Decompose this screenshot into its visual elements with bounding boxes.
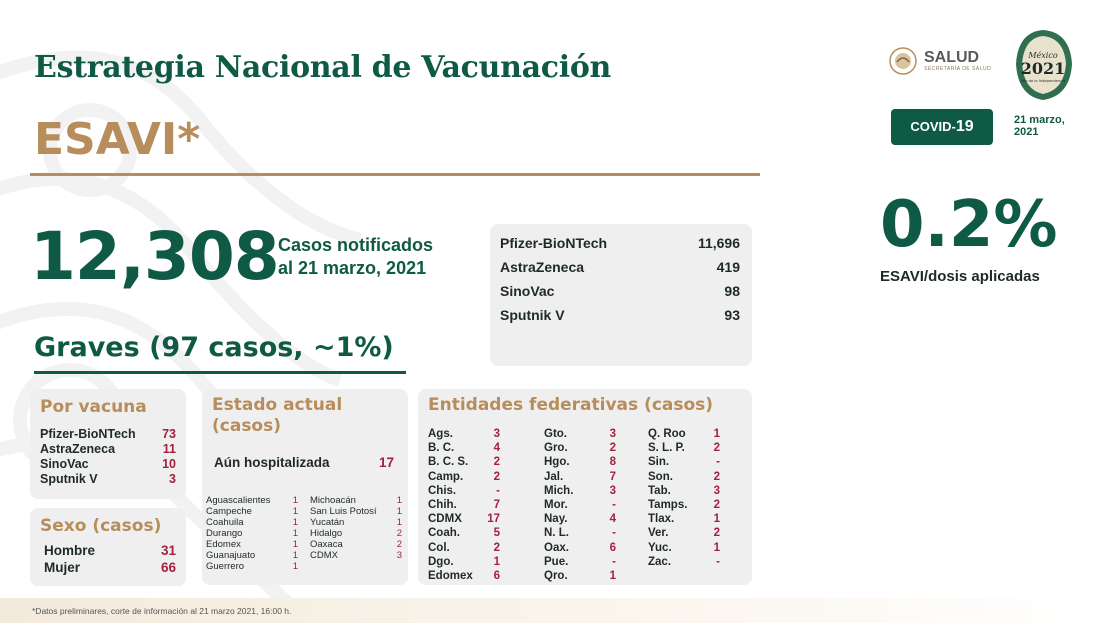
footer-note: *Datos preliminares, corte de información al 21 marzo 2021, 16:00 h. [32, 606, 292, 616]
list-item [40, 559, 176, 576]
item-name: Pue. [544, 555, 569, 568]
item-value: - [716, 555, 720, 568]
item-name: B. C. [428, 442, 455, 455]
list-item [500, 306, 740, 324]
item-name: Guanajuato [206, 550, 256, 561]
item-name: Q. Roo [648, 428, 686, 440]
item-value: 7 [493, 499, 500, 512]
item-value: 1 [292, 506, 298, 517]
esavi-heading: ESAVI* [34, 114, 201, 165]
list-item [206, 517, 298, 528]
item-value: 2 [396, 528, 402, 539]
item-name: Oax. [544, 541, 569, 554]
item-name: B. C. S. [428, 456, 469, 469]
list-item [544, 569, 616, 583]
list-item [544, 526, 616, 540]
item-name: Aguascalientes [206, 495, 271, 506]
list-item [544, 455, 616, 469]
esavi-percentage-label: ESAVI/dosis aplicadas [880, 268, 1040, 285]
item-value: 8 [609, 456, 616, 469]
hosp-value: 17 [378, 455, 394, 470]
item-value: - [496, 484, 500, 497]
cases-caption [278, 234, 433, 280]
estado-actual-panel [202, 389, 408, 585]
emblem-country: México [1028, 51, 1058, 60]
item-name: Tamps. [648, 499, 688, 512]
list-item [310, 517, 402, 528]
graves-heading: Graves (97 casos, ~1%) [34, 332, 394, 363]
item-name: Son. [648, 470, 673, 483]
list-item [648, 555, 720, 569]
item-name: Mich. [544, 484, 574, 497]
item-name: Coahuila [206, 517, 244, 528]
list-item [206, 550, 298, 561]
item-value: 1 [396, 506, 402, 517]
item-value: 73 [162, 427, 176, 441]
item-name: Jal. [544, 470, 564, 483]
item-value: 3 [169, 472, 176, 486]
page-title: Estrategia Nacional de Vacunación [34, 50, 612, 85]
item-value: 66 [160, 560, 176, 575]
vaccine-totals-panel [490, 224, 752, 366]
item-name: Yuc. [648, 541, 672, 554]
list-item [40, 442, 176, 457]
item-value: - [612, 499, 616, 512]
list-item [206, 495, 298, 506]
sexo-title: Sexo (casos) [40, 516, 162, 536]
list-item [648, 498, 720, 512]
report-date [1014, 114, 1065, 138]
item-value: 3 [609, 428, 616, 440]
list-item [648, 484, 720, 498]
item-name: CDMX [428, 513, 462, 526]
sexo-panel [30, 508, 186, 586]
eagle-seal-icon [888, 46, 918, 76]
list-item [428, 569, 500, 583]
item-name: Tlax. [648, 513, 675, 526]
item-name: Tab. [648, 484, 671, 497]
salud-sub-label: SECRETARÍA DE SALUD [924, 66, 992, 72]
list-item [310, 550, 402, 561]
estado-title-line2: (casos) [212, 416, 282, 436]
item-value: 3 [609, 484, 616, 497]
item-name: Col. [428, 541, 450, 554]
list-item [428, 484, 500, 498]
list-item [428, 526, 500, 540]
list-item [40, 427, 176, 442]
item-value: 1 [609, 570, 616, 583]
item-name: Zac. [648, 555, 672, 568]
covid-badge [891, 109, 993, 145]
item-value: 1 [713, 513, 720, 526]
hospitalizada-row [214, 455, 394, 470]
list-item [428, 470, 500, 484]
item-value: 1 [292, 517, 298, 528]
item-value: 1 [493, 555, 500, 568]
cases-caption-line2: al 21 marzo, 2021 [278, 258, 427, 278]
list-item [206, 539, 298, 550]
item-value: 2 [713, 527, 720, 540]
vaccine-value: 11,696 [697, 235, 740, 251]
estado-title-line1: Estado actual [212, 395, 343, 415]
emblem-year: 2021 [1020, 59, 1066, 78]
list-item [500, 234, 740, 252]
vaccine-value: 93 [724, 307, 740, 323]
item-value: 11 [162, 442, 176, 456]
item-name: Yucatán [310, 517, 345, 528]
entidades-col2 [544, 427, 616, 583]
item-name: SinoVac [40, 457, 89, 471]
item-value: 1 [292, 528, 298, 539]
item-name: N. L. [544, 527, 569, 540]
list-item [648, 526, 720, 540]
item-value: 2 [609, 442, 616, 455]
vaccine-name: Sputnik V [500, 307, 565, 323]
item-value: 1 [396, 517, 402, 528]
item-name: Sin. [648, 456, 670, 469]
item-value: 3 [713, 484, 720, 497]
item-value: 2 [493, 470, 500, 483]
item-name: Sputnik V [40, 472, 98, 486]
vaccine-value: 98 [724, 283, 740, 299]
estado-col1 [206, 495, 298, 572]
item-name: Mor. [544, 499, 568, 512]
item-name: AstraZeneca [40, 442, 116, 456]
list-item [310, 539, 402, 550]
list-item [310, 495, 402, 506]
list-item [428, 427, 500, 441]
item-value: 2 [396, 539, 402, 550]
item-name: Hombre [44, 543, 96, 558]
item-name: S. L. P. [648, 442, 685, 455]
esavi-percentage: 0.2% [880, 188, 1058, 262]
date-line2: 2021 [1014, 126, 1039, 138]
covid-number: 19 [955, 118, 974, 135]
list-item [648, 455, 720, 469]
list-item [544, 555, 616, 569]
entidades-title: Entidades federativas (casos) [428, 395, 714, 415]
vaccine-name: Pfizer-BioNTech [500, 235, 608, 251]
list-item [428, 512, 500, 526]
item-value: 6 [493, 570, 500, 583]
entidades-panel [418, 389, 752, 585]
item-value: 4 [493, 442, 500, 455]
item-value: 6 [609, 541, 616, 554]
list-item [40, 542, 176, 559]
covid-label: COVID- [910, 119, 956, 134]
date-line1: 21 marzo, [1014, 114, 1065, 126]
list-item [500, 258, 740, 276]
item-name: Michoacán [310, 495, 356, 506]
salud-logo [888, 46, 991, 76]
item-name: Gto. [544, 428, 567, 440]
item-value: 1 [713, 541, 720, 554]
vaccine-name: AstraZeneca [500, 259, 585, 275]
item-name: Mujer [44, 560, 81, 575]
item-name: Durango [206, 528, 243, 539]
graves-underline [34, 371, 406, 374]
list-item [206, 561, 298, 572]
item-name: Oaxaca [310, 539, 343, 550]
item-value: 3 [396, 550, 402, 561]
list-item [648, 470, 720, 484]
salud-label: SALUD [924, 49, 980, 66]
list-item [206, 506, 298, 517]
item-value: 4 [609, 513, 616, 526]
item-name: Pfizer-BioNTech [40, 427, 136, 441]
total-cases: 12,308 [30, 218, 279, 295]
list-item [206, 528, 298, 539]
list-item [428, 498, 500, 512]
item-value: 1 [713, 428, 720, 440]
item-value: - [612, 527, 616, 540]
item-value: - [716, 456, 720, 469]
list-item [648, 441, 720, 455]
item-value: 2 [713, 499, 720, 512]
list-item [310, 528, 402, 539]
list-item [544, 541, 616, 555]
list-item [544, 427, 616, 441]
item-value: 7 [609, 470, 616, 483]
list-item [544, 512, 616, 526]
item-name: CDMX [310, 550, 338, 561]
list-item [648, 512, 720, 526]
item-name: Campeche [206, 506, 252, 517]
list-item [544, 470, 616, 484]
vaccine-name: SinoVac [500, 283, 555, 299]
item-name: Ags. [428, 428, 453, 440]
item-value: 17 [487, 513, 500, 526]
item-name: Qro. [544, 570, 568, 583]
item-value: 2 [713, 470, 720, 483]
por-vacuna-title: Por vacuna [40, 397, 147, 417]
list-item [40, 457, 176, 472]
item-value: 1 [396, 495, 402, 506]
list-item [648, 427, 720, 441]
item-name: Guerrero [206, 561, 245, 572]
list-item [40, 472, 176, 487]
list-item [544, 498, 616, 512]
hosp-label: Aún hospitalizada [214, 455, 330, 470]
item-name: Camp. [428, 470, 464, 483]
list-item [428, 541, 500, 555]
item-value: 3 [493, 428, 500, 440]
list-item [544, 441, 616, 455]
item-name: Ver. [648, 527, 669, 540]
item-name: San Luis Potosí [310, 506, 377, 517]
item-name: Edomex [206, 539, 241, 550]
item-name: Nay. [544, 513, 568, 526]
list-item [428, 441, 500, 455]
entidades-col1 [428, 427, 500, 583]
item-value: 1 [292, 550, 298, 561]
mexico-2021-emblem [1008, 24, 1078, 104]
list-item [648, 541, 720, 555]
item-value: 2 [493, 541, 500, 554]
list-item [428, 455, 500, 469]
list-item [310, 506, 402, 517]
entidades-col3 [648, 427, 720, 569]
item-name: Chih. [428, 499, 457, 512]
item-value: 1 [292, 495, 298, 506]
list-item [500, 282, 740, 300]
item-value: 1 [292, 539, 298, 550]
por-vacuna-panel [30, 389, 186, 499]
item-value: - [612, 555, 616, 568]
item-value: 31 [160, 543, 176, 558]
item-name: Hgo. [544, 456, 570, 469]
item-name: Hidalgo [310, 528, 343, 539]
item-name: Edomex [428, 570, 473, 583]
emblem-caption: Año de la Independencia [1020, 79, 1066, 83]
estado-col2 [310, 495, 402, 561]
item-name: Dgo. [428, 555, 454, 568]
item-value: 5 [493, 527, 500, 540]
gold-divider [30, 173, 760, 176]
list-item [428, 555, 500, 569]
item-value: 10 [162, 457, 176, 471]
item-value: 1 [292, 561, 298, 572]
item-value: 2 [493, 456, 500, 469]
vaccine-value: 419 [716, 259, 740, 275]
item-value: 2 [713, 442, 720, 455]
item-name: Gro. [544, 442, 568, 455]
cases-caption-line1: Casos notificados [278, 235, 434, 255]
item-name: Coah. [428, 527, 460, 540]
list-item [544, 484, 616, 498]
item-name: Chis. [428, 484, 457, 497]
